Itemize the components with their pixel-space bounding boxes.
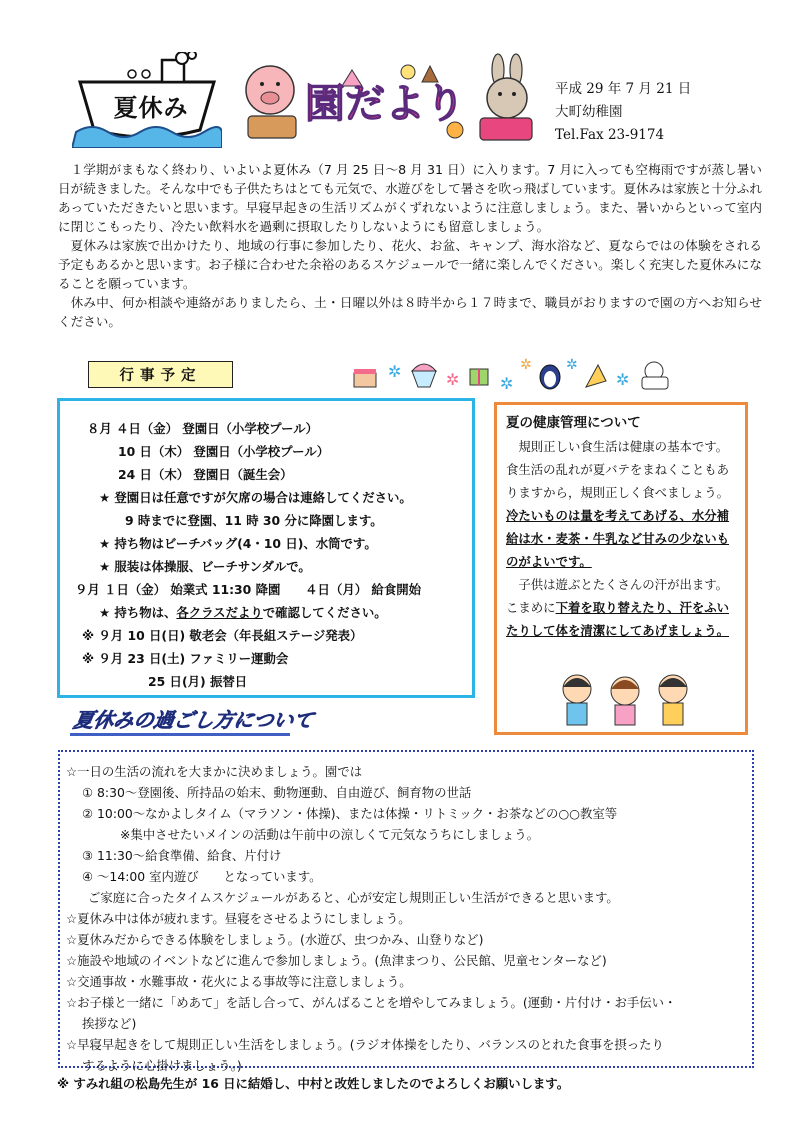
summer-tips-title: 夏休みの過ごし方について — [71, 708, 316, 732]
svg-text:✲: ✲ — [500, 374, 514, 393]
tip-line: ☆施設や地域のイベントなどに進んで参加しましょう。(魚津まつり、公民館、児童センターなど) — [66, 953, 607, 968]
party-popper-icon — [586, 365, 606, 387]
intro-text — [58, 160, 762, 331]
event-note — [99, 603, 387, 621]
event-line: ８月 ４日（金） 登園日（小学校プール） — [87, 421, 319, 436]
tip-line: するように心掛けましょう。) — [82, 1058, 242, 1073]
title-underline — [70, 733, 290, 736]
svg-text:✲: ✲ — [616, 370, 630, 389]
tip-line: ご家庭に合ったタイムスケジュールがあると、心が安定し規則正しい生活ができると思います。 — [88, 890, 619, 905]
present-icon — [470, 369, 488, 385]
school-name: 大町幼稚園 — [555, 104, 623, 120]
schedule-step: ① 8:30～登園後、所持品の始末、動物運動、自由遊び、飼育物の世話 — [82, 785, 472, 800]
health-box — [494, 402, 748, 735]
issue-date: 平成 29 年 7 月 21 日 — [555, 81, 692, 97]
event-line: 25 日(月) 振替日 — [148, 674, 248, 689]
schedule-step: ② 10:00～なかよしタイム（マラソン・体操)、または体操・リトミック・お茶などの○○教室等 — [82, 806, 618, 821]
health-highlight: 冷たいものは量を考えてあげる、水分補給は水・麦茶・牛乳など甘みの少ないものがよいです。 — [506, 508, 730, 569]
schedule-note: ※集中させたいメインの活動は午前中の涼しくて元気なうちにしましょう。 — [120, 827, 540, 842]
health-body — [506, 435, 740, 642]
intro-paragraph-1: １学期がまもなく終わり、いよいよ夏休み（7 月 25 日～8 月 31 日）に入ります。7 月に入っても空梅雨ですが蒸し暑い日が続きました。そんな中でも子供たちはとても元気で、水遊びをして暑さを吹っ飛ばしています。夏休みは家族と十分ふれあっていただきたいと思います。早寝早起きの生活リズムがくずれないように注意しましょう。また、暑いからといって室内に閉じこもったり、冷たい飲料水を過剰に摂取したりしないようにも留意しましょう。 — [58, 162, 762, 234]
events-schedule-box — [57, 398, 475, 698]
boat-caption: 夏休み — [113, 94, 189, 122]
tip-line: ☆早寝早起きをして規則正しい生活をしましょう。(ラジオ体操をしたり、バランスのとれた食事を摂ったり — [66, 1037, 664, 1052]
health-paragraph-1 — [506, 435, 740, 573]
header-info — [555, 78, 691, 147]
events-label: 行事予定 — [88, 361, 233, 388]
polar-bear-icon — [642, 362, 668, 389]
health-highlight: 下着を取り替えたり、汗をふいたりして体を清潔にしてあげましょう。 — [506, 600, 730, 638]
decoration-row — [350, 355, 680, 395]
tip-line: ☆お子様と一緒に「めあて」を話し合って、がんばることを増やしてみましょう。(運動・片付け・お手伝い・ — [66, 995, 677, 1010]
event-note: ★ 持ち物はビーチバッグ(4・10 日)、水筒です。 — [99, 536, 377, 551]
tip-line: 挨拶など) — [82, 1016, 137, 1031]
tip-line: ☆夏休みだからできる体験をしましょう。(水遊び、虫つかみ、山登りなど) — [66, 932, 484, 947]
event-line: 10 日（木） 登園日（小学校プール） — [118, 444, 330, 459]
newsletter-title: 園だより — [305, 81, 465, 127]
event-line: ９月 １日（金） 始業式 11:30 降園 ４日（月） 給食開始 — [75, 582, 421, 597]
health-text: 子供は遊ぶとたくさんの汗が出ます。こまめに — [506, 577, 729, 615]
footer-notice: ※ すみれ組の松島先生が 16 日に結婚し、中村と改姓しましたのでよろしくお願いします。 — [57, 1076, 570, 1091]
tip-line: ☆夏休み中は体が疲れます。昼寝をさせるようにしましょう。 — [66, 911, 411, 926]
event-line: ※ ９月 23 日(土) ファミリー運動会 — [82, 651, 289, 666]
event-note-suffix: で確認してください。 — [262, 605, 387, 620]
class-newsletter-ref: 各クラスだより — [176, 605, 263, 620]
event-note: ★ 登園日は任意ですが欠席の場合は連絡してください。 — [99, 490, 412, 505]
event-note-prefix: ★ 持ち物は、 — [99, 605, 177, 620]
cake-icon — [354, 369, 376, 387]
summer-tips-box — [58, 750, 754, 1073]
event-note: 9 時までに登園、11 時 30 分に降園します。 — [125, 513, 383, 528]
schedule-step: ③ 11:30～給食準備、給食、片付け — [82, 848, 282, 863]
health-text: 規則正しい食生活は健康の基本です。食生活の乱れが夏バテをまねくこともありますから，規則正しく食べましょう。 — [506, 439, 730, 500]
svg-text:✲: ✲ — [566, 357, 578, 373]
penguin-icon — [540, 365, 560, 389]
tip-line: ☆一日の生活の流れを大まかに決めましょう。園では — [66, 764, 363, 779]
intro-paragraph-2: 夏休みは家族で出かけたり、地域の行事に参加したり、花火、お盆、キャンプ、海水浴など、夏ならではの体験をされる予定もあるかと思います。お子様に合わせた余裕のあるスケジュールで一緒に楽しんでください。楽しく充実した夏休みになることを願っています。 — [58, 238, 762, 291]
shaved-ice-icon — [412, 364, 436, 387]
contact-number: Tel.Fax 23-9174 — [555, 127, 665, 143]
schedule-step: ④ ～14:00 室内遊び となっています。 — [82, 869, 322, 884]
event-note: ★ 服装は体操服、ビーチサンダルで。 — [99, 559, 311, 574]
svg-text:✲: ✲ — [520, 357, 532, 373]
event-line: 24 日（木） 登園日（誕生会） — [118, 467, 293, 482]
intro-paragraph-3: 休み中、何か相談や連絡がありましたら、土・日曜以外は８時半から１７時まで、職員がおりますので園の方へお知らせください。 — [58, 295, 762, 329]
health-title: 夏の健康管理について — [506, 415, 641, 431]
health-paragraph-2 — [506, 573, 740, 642]
svg-text:✲: ✲ — [446, 370, 460, 389]
svg-text:✲: ✲ — [388, 362, 402, 381]
children-illustration — [555, 667, 695, 729]
tip-line: ☆交通事故・水難事故・花火による事故等に注意しましょう。 — [66, 974, 412, 989]
event-line: ※ ９月 10 日(日) 敬老会（年長組ステージ発表） — [82, 628, 363, 643]
